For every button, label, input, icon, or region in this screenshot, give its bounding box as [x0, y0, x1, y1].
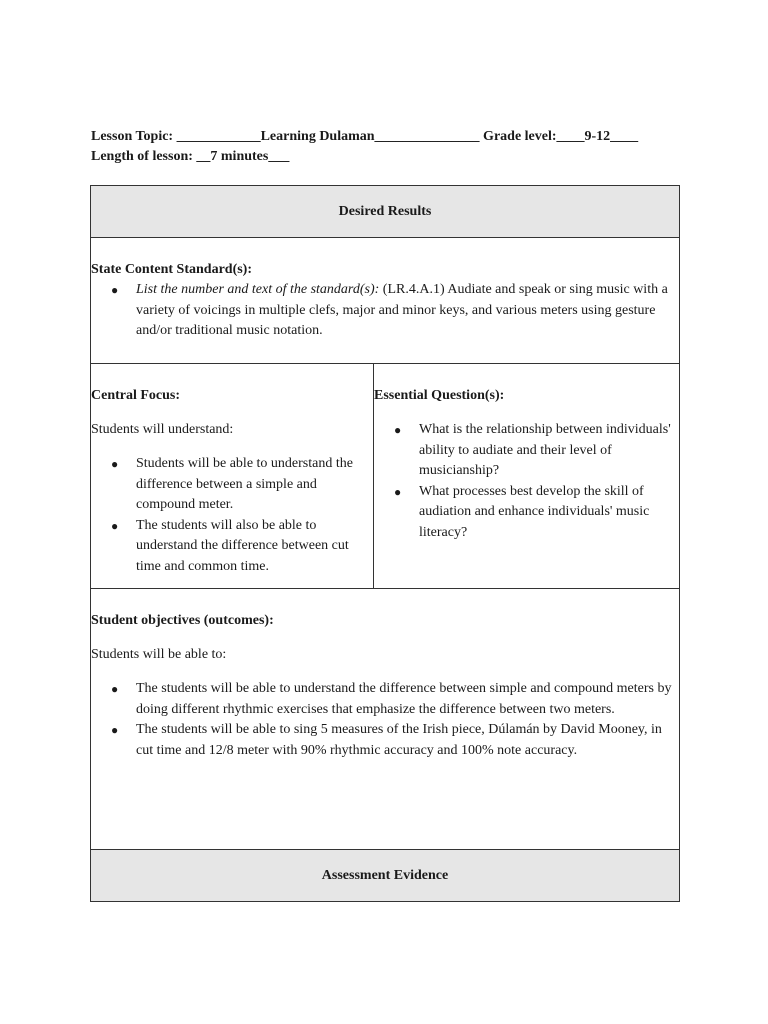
- list-item: [374, 482, 679, 544]
- student-objectives-label: Student objectives (outcomes):: [91, 613, 274, 628]
- bullet-icon: ●: [111, 682, 119, 696]
- bullet-icon: ●: [111, 457, 119, 471]
- bullet-icon: ●: [394, 484, 402, 499]
- essential-questions-list: [374, 420, 679, 543]
- state-standards-label: State Content Standard(s):: [91, 262, 252, 277]
- lesson-length-line: Length of lesson: __7 minutes___: [91, 149, 290, 164]
- lesson-topic-line: Lesson Topic: ____________Learning Dulaman_______________ Grade level:____9-12____: [91, 129, 639, 144]
- assessment-evidence-heading: Assessment Evidence: [91, 850, 680, 902]
- central-focus-label: Central Focus:: [91, 388, 181, 403]
- objective-item-2: The students will be able to sing 5 measures of the Irish piece, Dúlamán by David Mooney, in cut time and 12/8 meter with 90% rhythmic accuracy and 100% note accuracy.: [136, 722, 662, 758]
- central-focus-intro: Students will understand:: [91, 422, 234, 437]
- essential-questions-label: Essential Question(s):: [374, 388, 505, 403]
- lesson-header: [91, 127, 638, 167]
- central-focus-item-1: Students will be able to understand the difference between a simple and compound meter.: [136, 456, 353, 512]
- list-item: [374, 420, 679, 482]
- list-item: [91, 516, 373, 578]
- desired-results-heading: Desired Results: [91, 186, 680, 238]
- bullet-icon: ●: [111, 723, 119, 737]
- central-focus-item-2: The students will also be able to understand the difference between cut time and common time.: [136, 517, 349, 574]
- objective-item-1: The students will be able to understand the difference between simple and compound meters by doing different rhythmic exercises that emphasize the difference between two meters.: [136, 681, 672, 717]
- state-standards-cell: [91, 238, 680, 364]
- central-focus-cell: [91, 364, 374, 589]
- state-standards-list: [91, 280, 679, 342]
- student-objectives-list: [91, 679, 679, 761]
- bullet-icon: ●: [111, 283, 119, 297]
- standard-prefix: List the number and text of the standard(s):: [136, 282, 380, 297]
- list-item: [91, 679, 679, 720]
- list-item: [91, 720, 679, 761]
- essential-questions-cell: [374, 364, 680, 589]
- bullet-icon: ●: [394, 423, 402, 437]
- lesson-plan-table: [90, 185, 680, 902]
- essential-question-2: What processes best develop the skill of audiation and enhance individuals' music literacy?: [419, 483, 650, 540]
- list-item: [91, 454, 373, 516]
- student-objectives-intro: Students will be able to:: [91, 647, 227, 662]
- central-focus-list: [91, 454, 373, 577]
- standard-text: (LR.4.A.1) Audiate and speak or sing music with a variety of voicings in multiple clefs, major and minor keys, and various meters using gesture and/or traditional music notation.: [136, 282, 668, 338]
- essential-question-1: What is the relationship between individuals' ability to audiate and their level of musicianship?: [419, 422, 671, 478]
- bullet-icon: ●: [111, 518, 119, 533]
- list-item: [91, 280, 679, 342]
- student-objectives-cell: [91, 589, 680, 850]
